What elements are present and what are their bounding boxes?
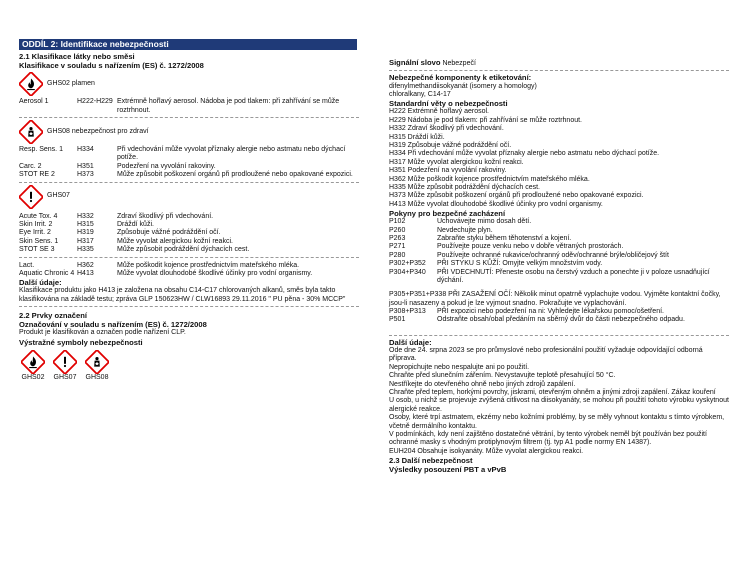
further-title-right: Další údaje: — [389, 337, 432, 347]
p-text: Uchovávejte mimo dosah dětí. — [437, 218, 532, 226]
further-line: Nepropichujte nebo nespalujte ani po použití. — [389, 363, 530, 371]
class-name: Carc. 2 — [19, 162, 42, 170]
symbol-label: GHS02 — [21, 373, 45, 381]
signal-label: Signální slovo — [389, 58, 441, 67]
p-row — [389, 260, 729, 268]
h-statement: H319 Způsobuje vážné podráždění očí. — [389, 141, 512, 149]
p-text: Používejte pouze venku nebo v dobře větraných prostorách. — [437, 243, 624, 251]
h-text: Může způsobit podráždění dýchacích cest. — [117, 246, 250, 254]
s22-text: Produkt je klasifikován a označen podle nařízení CLP. — [19, 329, 186, 337]
p-code: P280 — [389, 251, 406, 259]
further-line: Nestříkejte do otevřeného ohně nebo jiných zdrojů zapálení. — [389, 380, 576, 388]
divider — [19, 306, 359, 307]
p-code: P308+P313 — [389, 308, 426, 316]
symbol-ghs02 — [19, 350, 47, 382]
p-row — [389, 243, 729, 251]
divider — [19, 117, 359, 118]
component-item: difenylmethandiisokyanát (isomery a homology) — [389, 82, 537, 90]
p-row — [389, 218, 729, 226]
p-code: P271 — [389, 243, 406, 251]
p-text: PŘI expozici nebo podezření na ni: Vyhledejte lékařskou pomoc/ošetření. — [437, 308, 664, 316]
h-text: Může poškodit kojence prostřednictvím mateřského mléka. — [117, 261, 300, 269]
signal-word — [389, 58, 729, 68]
p-row — [389, 269, 729, 286]
class-row — [19, 146, 359, 163]
h-code: H332 — [77, 212, 94, 220]
ghs08-label: GHS08 nebezpečnost pro zdraví — [47, 127, 149, 135]
h-code: H319 — [77, 229, 94, 237]
right-column — [389, 58, 729, 474]
s22-subtitle: Označování v souladu s nařízením (ES) č. 1272/2008 — [19, 320, 207, 330]
class-row — [19, 163, 359, 171]
ghs07-label: GHS07 — [47, 192, 70, 200]
class-row — [19, 98, 359, 115]
symbol-ghs07 — [51, 350, 79, 382]
component-item: chloralkany, C14-17 — [389, 90, 451, 98]
further-line: V podmínkách, kdy není zajištěno dostatečné větrání, by tento výrobek neměl být používán bez použití ochranné masky s vhodným protiplynovým filtrem (tj. typ A1 podle normy EN 14387). — [389, 430, 707, 447]
h-statement: H332 Zdraví škodlivý při vdechování. — [389, 125, 504, 133]
class-row — [19, 171, 359, 179]
exclamation-icon — [19, 185, 43, 209]
p-code: P260 — [389, 226, 406, 234]
health-hazard-icon — [19, 120, 43, 144]
symbols-row — [19, 350, 359, 382]
class-row — [19, 246, 359, 254]
h-code: H351 — [77, 162, 94, 170]
h-statement: H351 Podezření na vyvolání rakoviny. — [389, 167, 507, 175]
pbt-title: Výsledky posouzení PBT a vPvB — [389, 465, 507, 475]
class-name: Resp. Sens. 1 — [19, 146, 63, 153]
p-code: P102 — [389, 218, 406, 226]
further-line: EUH204 Obsahuje isokyanáty. Může vyvolat alergickou reakci. — [389, 447, 584, 455]
p-text: PŘI VDECHNUTÍ: Přeneste osobu na čerstvý vzduch a ponechte ji v poloze usnadňující dýchání. — [437, 268, 710, 284]
h-text: Způsobuje vážné podráždění očí. — [117, 229, 221, 237]
p-text: Zabraňte styku během těhotenství a kojení. — [437, 234, 572, 242]
further-title: Další údaje: — [19, 278, 62, 288]
p-row — [389, 235, 729, 243]
exclamation-icon — [53, 350, 77, 374]
h-statement: H413 Může vyvolat dlouhodobé škodlivé účinky pro vodní organismy. — [389, 200, 603, 208]
ghs02-group — [19, 72, 359, 96]
p-row — [389, 316, 729, 324]
signal-value: Nebezpečí — [442, 60, 476, 67]
class-name: Aquatic Chronic 4 — [19, 269, 75, 277]
p-text: Nevdechujte plyn. — [437, 226, 493, 234]
divider — [389, 70, 729, 71]
h-text: Zdraví škodlivý při vdechování. — [117, 212, 214, 220]
flame-icon — [21, 350, 45, 374]
s21-title: 2.1 Klasifikace látky nebo směsi — [19, 52, 135, 61]
ghs07-group — [19, 185, 359, 209]
further-line: Osoby, které trpí astmatem, ekzémy nebo kožními problémy, by se měly vyhnout kontaktu s tímto výrobkem, včetně dermálního kontaktu. — [389, 414, 725, 430]
class-name: Skin Irrit. 2 — [19, 220, 53, 228]
h-code: H315 — [77, 220, 94, 228]
divider — [19, 257, 359, 258]
h-code: H334 — [77, 146, 94, 153]
ghs02-label: GHS02 plamen — [47, 80, 95, 88]
class-row — [19, 229, 359, 237]
p-code: P302+P352 — [389, 260, 426, 268]
p-text: PŘI STYKU S KŮŽÍ: Omyjte velkým množstvím vody. — [437, 260, 603, 268]
h-code: H413 — [77, 269, 94, 277]
h-statement: H315 Dráždí kůži. — [389, 133, 445, 141]
symbol-label: GHS07 — [53, 373, 77, 381]
divider — [389, 335, 729, 336]
s22-title: 2.2 Prvky označení — [19, 311, 87, 321]
h-statement: H373 Může způsobit poškození orgánů při prodloužené nebo opakované expozici. — [389, 192, 644, 200]
class-row — [19, 238, 359, 246]
left-column — [19, 52, 359, 382]
symbol-label: GHS08 — [85, 373, 109, 381]
h-statements-title: Standardní věty o nebezpečnosti — [389, 99, 508, 109]
p305-statement: P305+P351+P338 PŘI ZASAŽENÍ OČÍ: Několik minut opatrně vyplachujte vodou. Vyjměte kontaktní čočky, jsou-li nasazeny a pokud je lze vyjmout snadno. Pokračujte ve vyplachování. — [389, 291, 721, 307]
components-title: Nebezpečné komponenty k etiketování: — [389, 73, 532, 83]
h-code: H317 — [77, 237, 94, 245]
s21-subtitle: Klasifikace v souladu s nařízením (ES) č. 1272/2008 — [19, 61, 204, 71]
h-text: Při vdechování může vyvolat příznaky alergie nebo astmatu nebo dýchací potíže. — [117, 146, 346, 162]
class-row — [19, 213, 359, 221]
h-text: Extrémně hořlavý aerosol. Nádoba je pod tlakem: při zahřívání se může roztrhnout. — [117, 98, 340, 114]
symbols-title: Výstražné symboly nebezpečnosti — [19, 337, 143, 347]
h-code: H362 — [77, 261, 94, 269]
p-text: Odstraňte obsah/obal předáním na sběrný dvůr do části nebezpečného odpadu. — [437, 316, 685, 324]
further-line: Chraňte před teplem, horkými povrchy, jiskrami, otevřeným ohněm a jinými zdroji zapálení. Zákaz kouření — [389, 388, 716, 396]
divider — [19, 182, 359, 183]
further-text: Klasifikace produktu jako H413 je založena na obsahu C14-C17 chlorovaných alkanů, směs byla takto klasifikována na základě testu; zpráva GLP 150623HW / CLW16893 29.11.2016 " PU pěna - 30% MCCP" — [19, 287, 346, 303]
further-line: U osob, u nichž se projevuje zvýšená citlivost na diisokyanáty, se mohou při použití tohoto výrobku vyskytnout alergické reakce. — [389, 397, 729, 413]
p-row — [389, 227, 729, 235]
h-text: Dráždí kůži. — [117, 220, 154, 228]
h-code: H222-H229 — [77, 98, 113, 106]
h-text: Může způsobit poškození orgánů při prodloužené nebo opakované expozici. — [117, 171, 353, 179]
h-statement: H362 Může poškodit kojence prostřednictvím mateřského mléka. — [389, 175, 590, 183]
h-text: Podezření na vyvolání rakoviny. — [117, 162, 216, 170]
class-name: STOT SE 3 — [19, 246, 55, 254]
h-code: H335 — [77, 246, 94, 254]
class-row — [19, 262, 359, 270]
class-row — [19, 270, 359, 278]
ghs08-group — [19, 120, 359, 144]
h-text: Může vyvolat alergickou kožní reakci. — [117, 237, 233, 245]
class-name: STOT RE 2 — [19, 171, 55, 179]
health-hazard-icon — [85, 350, 109, 374]
h-text: Může vyvolat dlouhodobé škodlivé účinky pro vodní organismy. — [117, 269, 313, 277]
h-statement: H222 Extrémně hořlavý aerosol. — [389, 108, 489, 116]
further-line: Chraňte před slunečním zářením. Nevystavujte teplotě přesahující 50 °C. — [389, 372, 616, 380]
p-code: P501 — [389, 316, 406, 324]
h-statement: H229 Nádoba je pod tlakem: při zahřívání se může roztrhnout. — [389, 116, 582, 124]
p-row — [389, 252, 729, 260]
p-text: Používejte ochranné rukavice/ochranný oděv/ochranné brýle/obličejový štít — [437, 251, 669, 259]
further-line: Ode dne 24. srpna 2023 se pro průmyslové nebo profesionální použití vyžaduje odpovídající odborná příprava. — [389, 346, 703, 363]
h-statement: H335 Může způsobit podráždění dýchacích cest. — [389, 183, 540, 191]
p-code: P263 — [389, 234, 406, 242]
h-statement: H334 Při vdechování může vyvolat příznaky alergie nebo astmatu nebo dýchací potíže. — [389, 150, 660, 158]
class-name: Lact. — [19, 261, 35, 269]
class-name: Eye Irrit. 2 — [19, 229, 51, 237]
section-title: ODDÍL 2: Identifikace nebezpečnosti — [19, 39, 357, 50]
p-statements-title: Pokyny pro bezpečné zacházení — [389, 209, 506, 219]
s23-title: 2.3 Další nebezpečnost — [389, 456, 473, 466]
flame-icon — [19, 72, 43, 96]
p-code: P304+P340 — [389, 268, 426, 276]
class-name: Skin Sens. 1 — [19, 237, 59, 245]
symbol-ghs08 — [83, 350, 111, 382]
class-name: Acute Tox. 4 — [19, 212, 58, 220]
class-name: Aerosol 1 — [19, 98, 49, 106]
h-code: H373 — [77, 171, 94, 179]
h-statement: H317 Může vyvolat alergickou kožní reakci. — [389, 158, 524, 166]
